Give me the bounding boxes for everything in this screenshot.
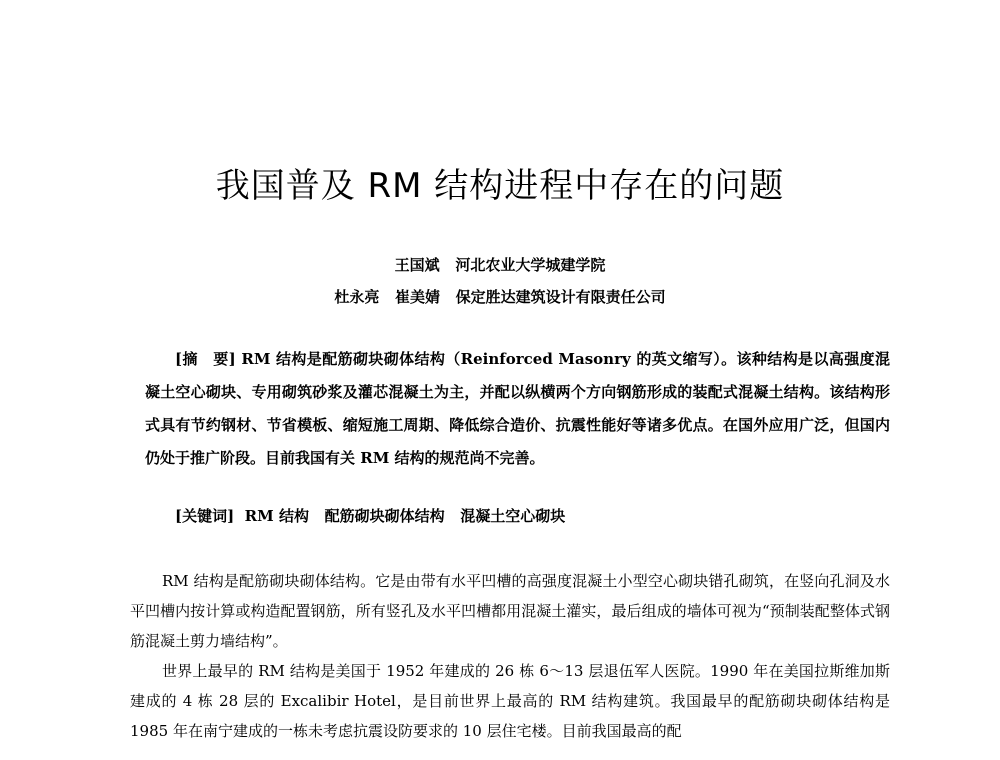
paper-title: 我国普及 RM 结构进程中存在的问题	[215, 166, 785, 206]
body-paragraph-1: RM 结构是配筋砌块砌体结构。它是由带有水平凹槽的高强度混凝土小型空心砌块错孔砌筑，在竖向孔洞及水平凹槽内按计算或构造配置钢筋，所有竖孔及水平凹槽都用混凝土灌实，最后组成的墙体可视为“预制装配整体式钢筋混凝土剪力墙结构”。	[130, 572, 890, 650]
keywords	[175, 505, 565, 526]
author-names: 杜永亮 崔美婧	[334, 288, 440, 306]
body-paragraph-2: 世界上最早的 RM 结构是美国于 1952 年建成的 26 栋 6～13 层退伍军人医院。1990 年在美国拉斯维加斯建成的 4 栋 28 层的 Excalibir Hotel，是目前世界上最高的 RM 结构建筑。我国最早的配筋砌块砌体结构是 1985 年在南宁建成的一栋未考虑抗震设防要求的 10 层住宅楼。目前我国最高的配	[130, 662, 890, 740]
keywords-list: RM 结构 配筋砌块砌体结构 混凝土空心砌块	[244, 507, 566, 525]
abstract	[145, 343, 890, 475]
author-line-1	[0, 254, 1000, 275]
abstract-label: [摘 要]	[175, 350, 236, 368]
body-text	[130, 566, 890, 746]
author-names: 王国斌	[394, 256, 440, 274]
keywords-label: [关键词]	[175, 507, 235, 525]
author-affiliation: 保定胜达建筑设计有限责任公司	[455, 288, 666, 306]
author-line-2	[0, 286, 1000, 307]
abstract-text: RM 结构是配筋砌块砌体结构（Reinforced Masonry 的英文缩写）。该种结构是以高强度混凝土空心砌块、专用砌筑砂浆及灌芯混凝土为主，并配以纵横两个方向钢筋形成的装配式混凝土结构。该结构形式具有节约钢材、节省模板、缩短施工周期、降低综合造价、抗震性能好等诸多优点。在国外应用广泛，但国内仍处于推广阶段。目前我国有关 RM 结构的规范尚不完善。	[145, 350, 890, 467]
author-affiliation: 河北农业大学城建学院	[455, 256, 606, 274]
